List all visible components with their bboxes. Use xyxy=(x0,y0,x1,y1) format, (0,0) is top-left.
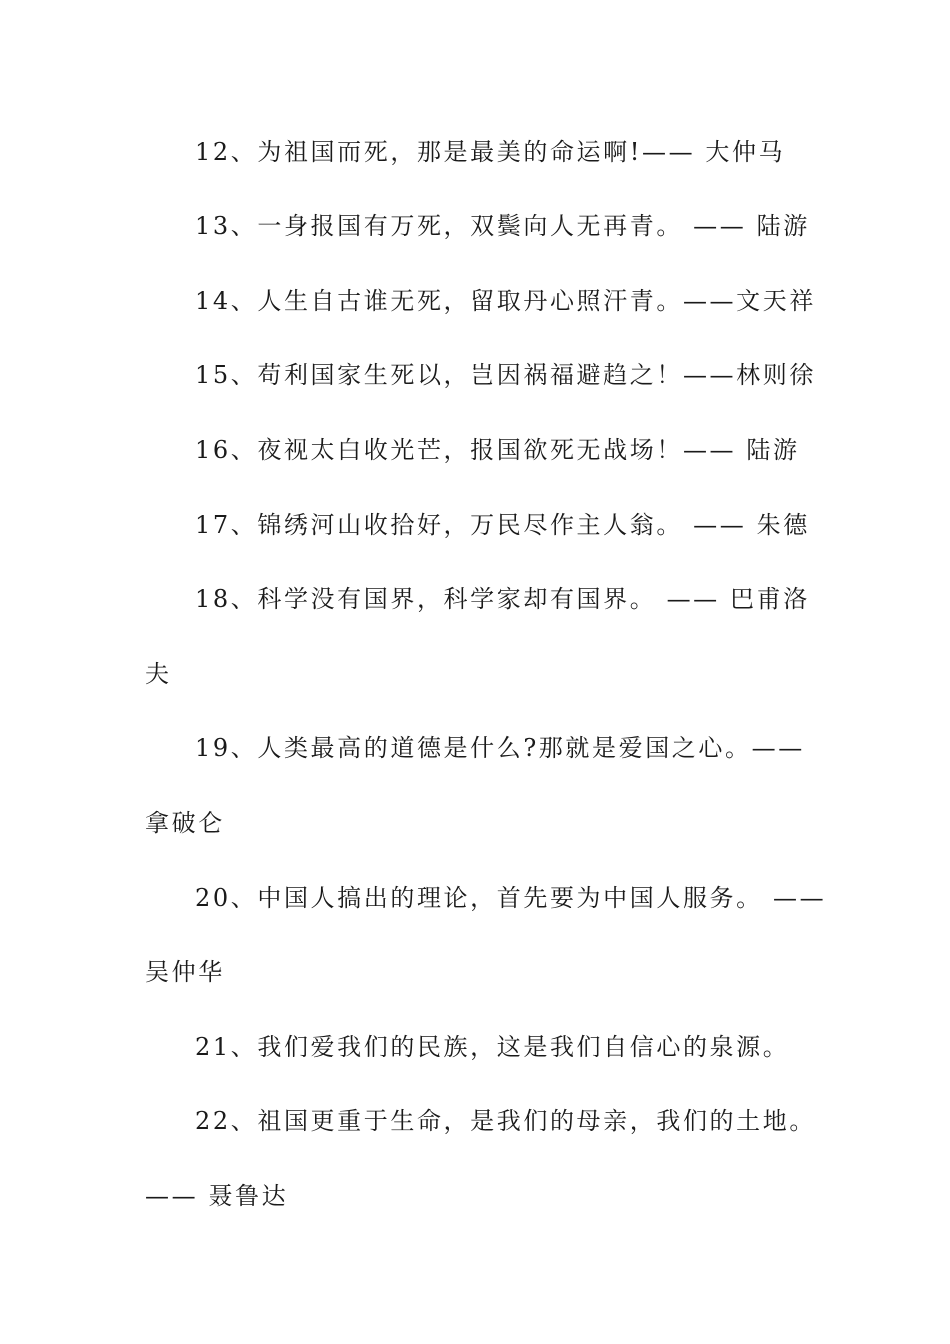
quote-18: 18、科学没有国界，科学家却有国界。 —— 巴甫洛 xyxy=(195,585,810,613)
quote-12: 12、为祖国而死，那是最美的命运啊!—— 大仲马 xyxy=(195,138,786,166)
quote-19: 19、人类最高的道德是什么?那就是爱国之心。—— xyxy=(195,734,805,762)
quote-13: 13、一身报国有万死，双鬓向人无再青。 —— 陆游 xyxy=(195,212,810,240)
quote-19-continuation: 拿破仑 xyxy=(145,809,225,837)
quote-20: 20、中国人搞出的理论，首先要为中国人服务。 —— xyxy=(195,884,827,912)
quote-21: 21、我们爱我们的民族，这是我们自信心的泉源。 xyxy=(195,1033,790,1061)
quote-18-continuation: 夫 xyxy=(145,660,172,688)
quote-22-continuation: —— 聂鲁达 xyxy=(145,1182,289,1210)
quote-15: 15、苟利国家生死以，岂因祸福避趋之！——林则徐 xyxy=(195,361,816,389)
quote-22: 22、祖国更重于生命，是我们的母亲，我们的土地。 xyxy=(195,1107,816,1135)
quote-20-continuation: 吴仲华 xyxy=(145,958,225,986)
quote-14: 14、人生自古谁无死，留取丹心照汗青。——文天祥 xyxy=(195,287,816,315)
quote-17: 17、锦绣河山收拾好，万民尽作主人翁。 —— 朱德 xyxy=(195,511,810,539)
quote-16: 16、夜视太白收光芒，报国欲死无战场！—— 陆游 xyxy=(195,436,800,464)
